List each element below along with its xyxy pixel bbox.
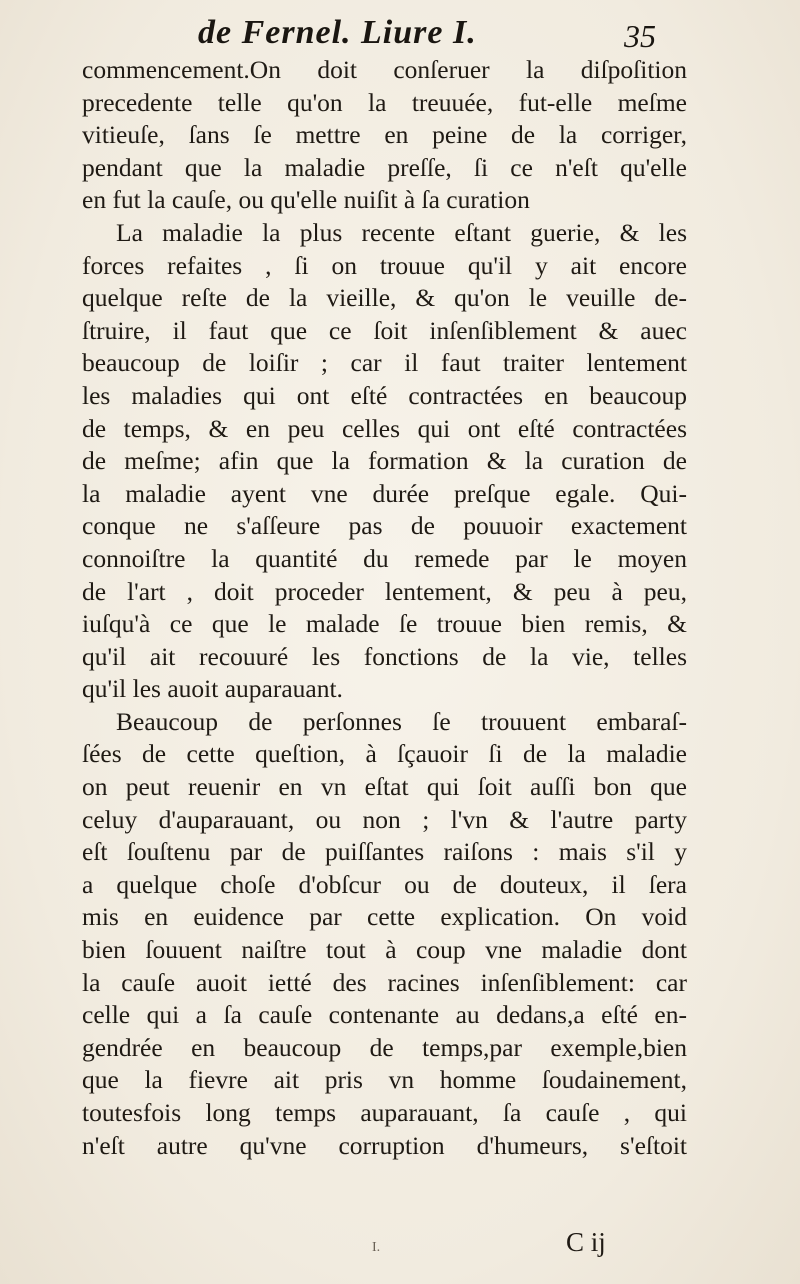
text-line: la maladie ayent vne durée preſque egale. Qui-: [82, 478, 687, 508]
text-line: les maladies qui ont eſté contractées en beaucoup: [82, 380, 687, 410]
text-line: beaucoup de loiſir ; car il faut traiter lentement: [82, 348, 687, 378]
body-text: [82, 54, 687, 1162]
page-number: 35: [624, 18, 656, 54]
text-line: iuſqu'à ce que le malade ſe trouue bien remis, &: [82, 609, 687, 639]
text-line: vitieuſe, ſans ſe mettre en peine de la corriger,: [82, 120, 687, 150]
text-line: ſtruire, il faut que ce ſoit inſenſiblement & auec: [82, 315, 687, 345]
text-line: de temps, & en peu celles qui ont eſté contractées: [82, 413, 687, 443]
text-line: conque ne s'aſſeure pas de pouuoir exactement: [82, 511, 687, 541]
text-line: n'eſt autre qu'vne corruption d'humeurs, s'eſtoit: [82, 1130, 687, 1160]
text-line: commencement.On doit conſeruer la diſpoſition: [82, 55, 687, 84]
text-line: bien ſouuent naiſtre tout à coup vne maladie dont: [82, 935, 687, 965]
text-line: precedente telle qu'on la treuuée, fut-elle meſme: [82, 87, 687, 117]
text-line: La maladie la plus recente eſtant guerie, & les: [116, 217, 687, 247]
text-line: quelque reſte de la vieille, & qu'on le veuille de-: [82, 283, 687, 313]
text-line: en fut la cauſe, ou qu'elle nuiſit à ſa curation: [82, 185, 530, 215]
text-line: gendrée en beaucoup de temps,par exemple,bien: [82, 1032, 687, 1062]
stray-mark: I.: [372, 1240, 381, 1255]
text-line: connoiſtre la quantité du remede par le moyen: [82, 543, 687, 573]
text-line: qu'il les auoit auparauant.: [82, 674, 343, 704]
text-line: la cauſe auoit ietté des racines inſenſiblement: car: [82, 967, 687, 997]
running-head-title: de Fernel. Liure I.: [198, 14, 477, 51]
text-line: ſées de cette queſtion, à ſçauoir ſi de la maladie: [82, 739, 687, 769]
text-line: pendant que la maladie preſſe, ſi ce n'eſt qu'elle: [82, 152, 687, 182]
signature-mark: C ij: [566, 1227, 606, 1257]
text-line: forces refaites , ſi on trouue qu'il y ait encore: [82, 250, 687, 280]
text-line: de l'art , doit proceder lentement, & peu à peu,: [82, 576, 687, 606]
text-line: a quelque choſe d'obſcur ou de douteux, il ſera: [82, 869, 687, 899]
text-line: celuy d'auparauant, ou non ; l'vn & l'autre party: [82, 804, 687, 834]
text-line: on peut reuenir en vn eſtat qui ſoit auſſi bon que: [82, 772, 687, 802]
text-line: Beaucoup de perſonnes ſe trouuent embaraſ-: [116, 706, 687, 736]
text-line: qu'il ait recouuré les fonctions de la vie, telles: [82, 641, 687, 671]
text-line: eſt ſouſtenu par de puiſſantes raiſons : mais s'il y: [82, 837, 687, 867]
text-line: de meſme; afin que la formation & la curation de: [82, 446, 687, 476]
text-line: celle qui a ſa cauſe contenante au dedans,a eſté en-: [82, 1000, 687, 1030]
text-line: que la fievre ait pris vn homme ſoudainement,: [82, 1065, 687, 1095]
text-line: mis en euidence par cette explication. On void: [82, 902, 687, 932]
text-line: toutesfois long temps auparauant, ſa cauſe , qui: [82, 1098, 687, 1127]
